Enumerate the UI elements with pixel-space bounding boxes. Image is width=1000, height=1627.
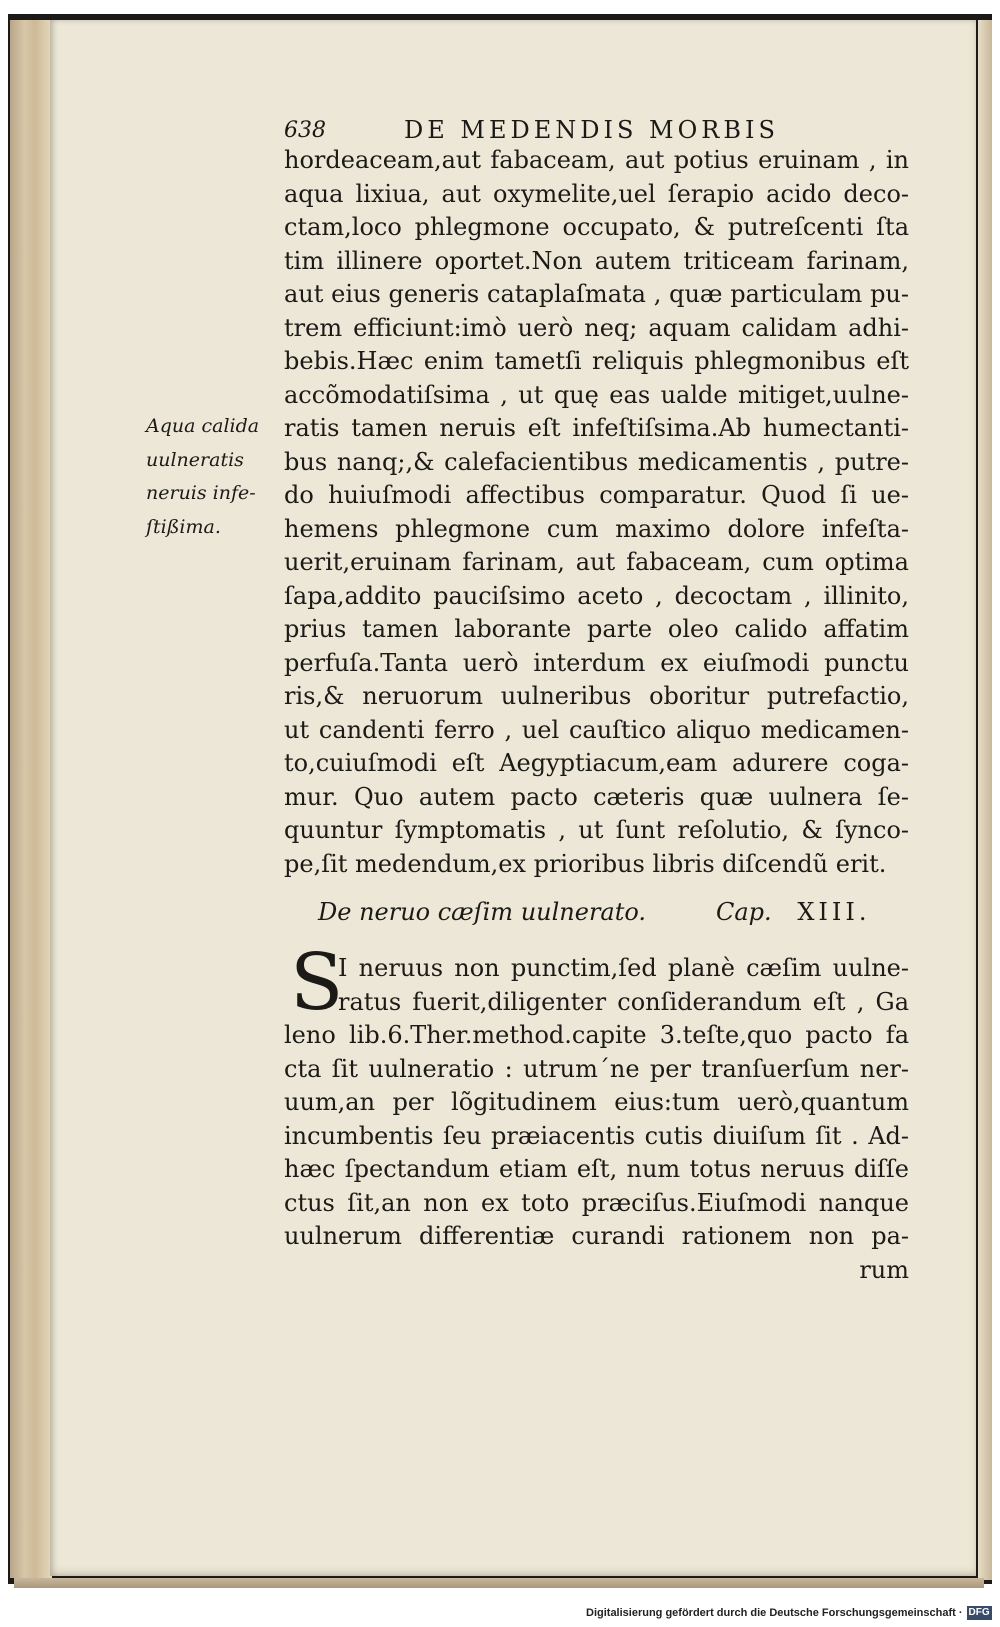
marginal-line: Aqua calida (146, 415, 260, 437)
text-line: trem efficiunt:imò uerò neq; aquam calidam adhi- (284, 313, 909, 342)
text-line: bus nanq;,& calefacientibus medicamentis , putre- (284, 447, 909, 476)
text-line: ctus ſit,an non ex toto præciſus.Eiuſmodi nanque (284, 1188, 909, 1217)
text-line: aqua lixiua, aut oxymelite,uel ſerapio acido deco- (284, 179, 909, 208)
marginal-note (146, 410, 284, 544)
text-line: to,cuiuſmodi eſt Aegyptiacum,eam adurere coga- (284, 749, 909, 777)
text-line: aut eius generis cataplaſmata , quæ particulam pu- (284, 280, 909, 308)
text-line: hæc ſpectandum etiam eſt, num totus neruus diſſe (284, 1155, 909, 1183)
text-line: tim illinere oportet.Non autem triticeam farinam, (284, 246, 909, 275)
text-line: pe,ſit medendum,ex prioribus libris diſcendũ erit. (284, 849, 887, 878)
text-line: uulnerum differentiæ curandi rationem non pa- (284, 1222, 909, 1250)
page-header (284, 116, 844, 146)
text-line: hordeaceam,aut fabaceam, aut potius eruinam , in (284, 146, 909, 174)
text-line: uerit,eruinam farinam, aut fabaceam, cum optima (284, 548, 909, 576)
dfg-logo: DFG (968, 1607, 990, 1618)
credit-text: Digitalisierung gefördert durch die Deutsche Forschungsgemeinschaft · (586, 1606, 963, 1619)
chapter-number (716, 898, 870, 926)
drop-cap-initial: S (290, 938, 344, 1028)
text-line: perfuſa.Tanta uerò interdum ex eiuſmodi punctu (284, 648, 909, 677)
text-line: bebis.Hæc enim tametſi reliquis phlegmonibus eſt (284, 347, 909, 375)
text-line: I neruus non punctim,ſed planè cæſim uulne- (338, 954, 909, 982)
text-line: hemens phlegmone cum maximo dolore infeſta- (284, 514, 909, 543)
page-stack-left (10, 20, 52, 1578)
catchword: rum (859, 1255, 909, 1284)
chapter-text (284, 952, 909, 1287)
text-line: ratus fuerit,diligenter conſiderandum eſt , Ga (338, 987, 909, 1016)
marginal-line: uulneratis (146, 448, 244, 471)
text-line: prius tamen laborante parte oleo calido affatim (284, 615, 909, 643)
text-line: leno lib.6.Ther.method.capite 3.teſte,quo pacto fa (284, 1021, 909, 1049)
text-line: incumbentis ſeu præiacentis cutis diuiſum ſit . Ad- (284, 1121, 909, 1150)
text-line: ctam,loco phlegmone occupato, & putreſcenti ſta (284, 213, 909, 241)
text-line: mur. Quo autem pacto cæteris quæ uulnera ſe- (284, 782, 909, 811)
text-line: ſapa,addito pauciſsimo aceto , decoctam , illinito, (284, 581, 909, 610)
running-title: DE MEDENDIS MORBIS (404, 116, 779, 144)
chapter-heading (318, 898, 908, 934)
chapter-title: De neruo cæſim uulnerato. (318, 898, 647, 926)
text-line: ut candenti ferro , uel cauſtico aliquo medicamen- (284, 715, 909, 744)
text-line: ratis tamen neruis eſt infeſtiſsima.Ab humectanti- (284, 414, 909, 442)
page-stack-right (978, 20, 992, 1580)
chapter-roman-numeral: XIII. (797, 898, 871, 926)
chapter-cap-label: Cap. (716, 898, 772, 926)
page-stack-bottom (14, 1578, 984, 1588)
text-line: cta ſit uulneratio : utrum´ne per tranſuerſum ner- (284, 1054, 909, 1083)
page-number: 638 (284, 118, 326, 143)
marginal-line: neruis infe- (146, 482, 256, 504)
text-line: uum,an per lõgitudinem eius:tum uerò,quantum (284, 1088, 909, 1116)
text-line: accõmodatiſsima , ut quę eas ualde mitiget,uulne- (284, 380, 909, 409)
text-line: quuntur ſymptomatis , ut ſunt reſolutio, & ſynco- (284, 816, 909, 844)
text-line: do huiuſmodi affectibus comparatur. Quod ſi ue- (284, 481, 909, 509)
text-line: ris,& neruorum uulneribus oboritur putrefactio, (284, 682, 909, 710)
marginal-line: ſtißima. (146, 515, 221, 538)
body-text (284, 144, 909, 881)
digitization-credit (586, 1606, 992, 1622)
